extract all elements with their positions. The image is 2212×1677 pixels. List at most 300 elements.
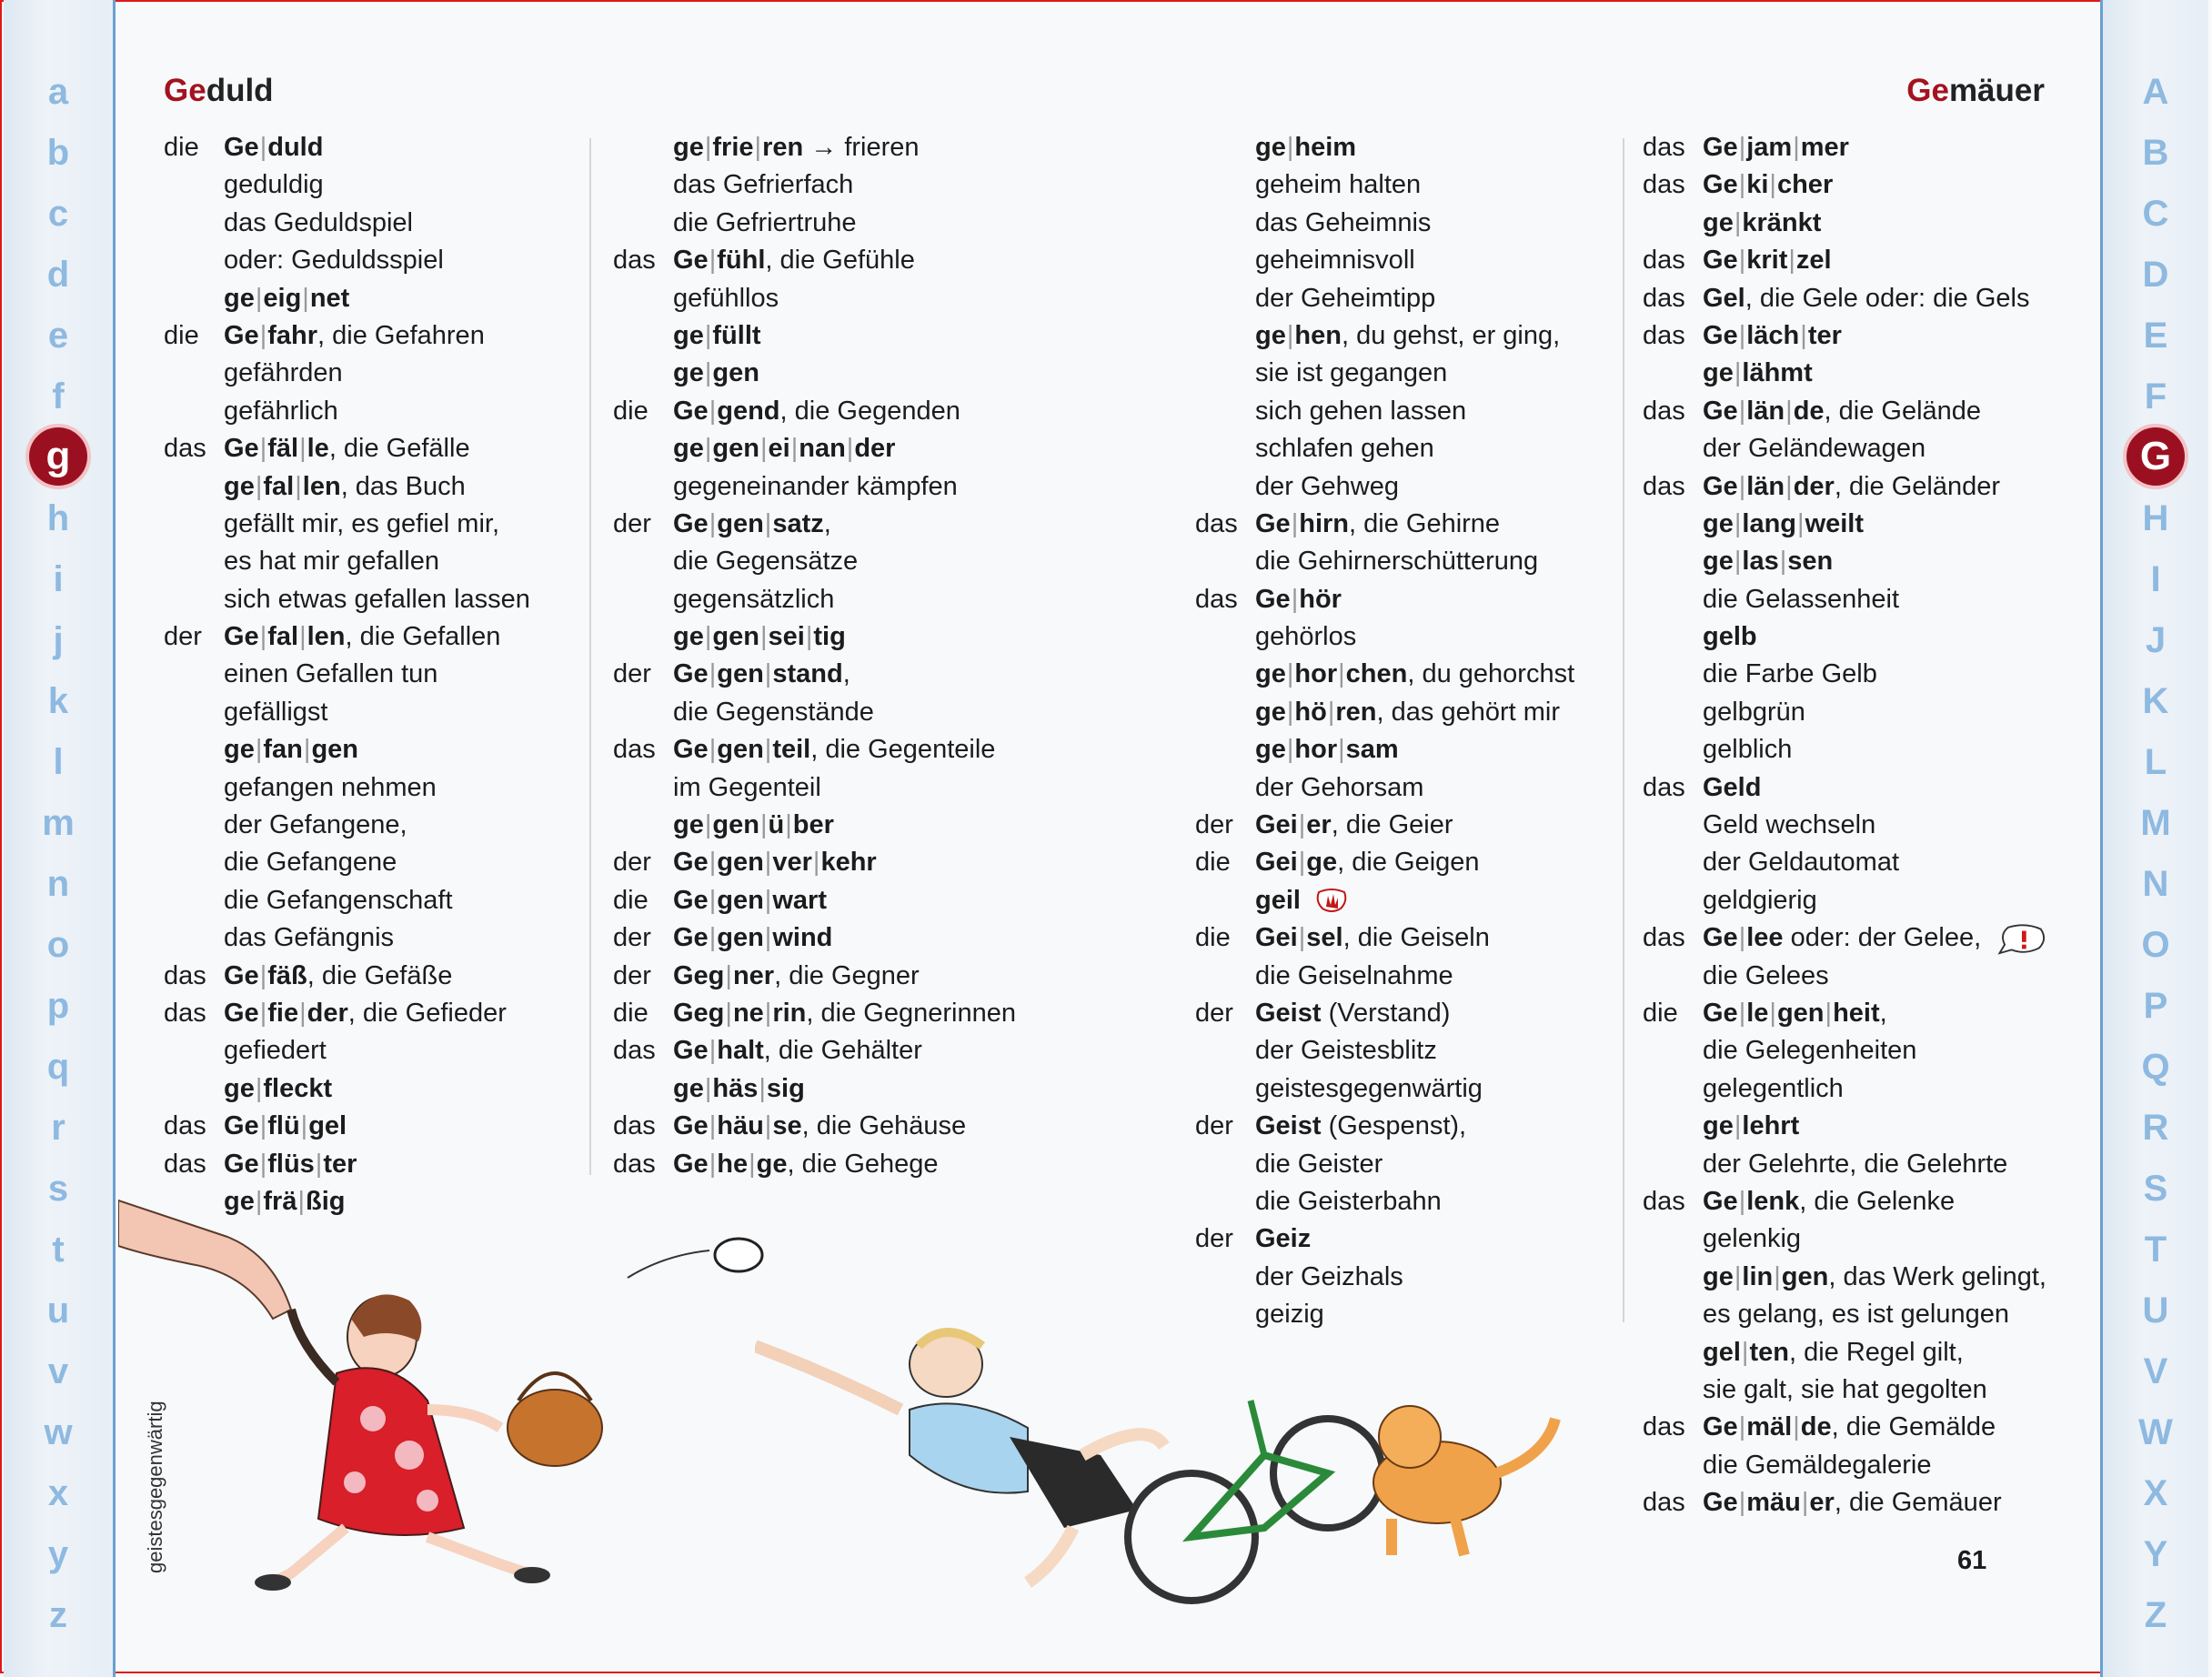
dictionary-entry (1643, 656, 2070, 693)
entry-inflection: , die Gegner (774, 960, 920, 990)
headword-text: Geld (1703, 772, 1762, 802)
dictionary-entry (164, 882, 591, 919)
entry-headword (1255, 919, 1490, 957)
dictionary-column-1 (164, 129, 591, 1220)
entry-derivative: einen Gefallen tun (224, 659, 438, 689)
rude-word-hand-icon (1313, 886, 1350, 917)
entry-article: die (164, 133, 199, 162)
dictionary-entry (1195, 581, 1623, 618)
headword-text: ge|hö|ren (1255, 697, 1377, 727)
headword-text: Ge|fäl|le (224, 434, 329, 464)
entry-inflection: , die Gehäuse (801, 1111, 967, 1141)
dictionary-entry (1195, 430, 1623, 467)
dictionary-entry (164, 317, 591, 355)
dictionary-entry (1643, 694, 2070, 731)
index-letter-z-upper[interactable]: Z (2144, 1595, 2167, 1635)
entry-headword (224, 995, 507, 1032)
headword-text: Ge|fie|der (224, 998, 348, 1028)
index-letter-h-upper[interactable]: H (2142, 498, 2169, 538)
headword-text: Ge|fäß (224, 960, 307, 990)
header-first-entry (164, 73, 274, 109)
dictionary-entry (164, 468, 591, 506)
side-keyword: geistesgegenwärtig (144, 1401, 166, 1573)
index-letter-l-upper[interactable]: L (2144, 742, 2167, 782)
headword-text: Ge|fal|len (224, 622, 346, 652)
index-letter-t-upper[interactable]: T (2144, 1230, 2167, 1270)
entry-article: der (1195, 1224, 1233, 1254)
entry-headword (1255, 1108, 1466, 1145)
entry-headword (673, 882, 827, 919)
index-letter-b-lower[interactable]: b (46, 133, 70, 173)
index-letter-n-lower[interactable]: n (46, 864, 70, 904)
headword-text: ge|lang|weilt (1703, 508, 1865, 538)
entry-derivative: geistesgegenwärtig (1255, 1073, 1483, 1103)
dictionary-entry (1195, 129, 1623, 166)
index-letter-c-upper[interactable]: C (2142, 194, 2169, 234)
entry-derivative: gegeneinander kämpfen (673, 471, 958, 501)
index-letter-v-upper[interactable]: V (2143, 1351, 2168, 1391)
headword-text: Geg|ne|rin (673, 998, 807, 1028)
entry-headword (673, 242, 915, 279)
headword-text: Ge|le|gen|heit (1703, 998, 1880, 1028)
entry-headword (224, 618, 500, 656)
dictionary-entry (1195, 1183, 1623, 1220)
entry-inflection: , die Gele oder: die Gels (1744, 283, 2030, 313)
index-letter-s-upper[interactable]: S (2143, 1169, 2168, 1209)
index-letter-f-upper[interactable]: F (2144, 377, 2167, 417)
entry-derivative: Geld wechseln (1703, 810, 1876, 840)
index-letter-d-upper[interactable]: D (2142, 255, 2169, 295)
entry-inflection: , das Werk gelingt, (1828, 1261, 2046, 1291)
dictionary-entry (613, 618, 1041, 656)
dictionary-entry (164, 581, 591, 618)
dictionary-entry (613, 958, 1041, 995)
dictionary-entry (1195, 468, 1623, 506)
entry-derivative: gelegentlich (1703, 1073, 1844, 1103)
entry-derivative: gehörlos (1255, 622, 1357, 652)
index-letter-a-upper[interactable]: A (2142, 72, 2169, 112)
index-letter-p-upper[interactable]: P (2143, 986, 2168, 1026)
girl-with-basket-illustration (118, 1182, 628, 1601)
headword-text: ge|füllt (673, 320, 761, 350)
headword-text: Ge|jam|mer (1703, 133, 1849, 162)
entry-headword (224, 958, 452, 995)
entry-inflection: , die Gehälter (763, 1036, 922, 1066)
entry-headword (1703, 355, 1813, 392)
dictionary-entry (613, 129, 1041, 166)
entry-headword (1703, 129, 1849, 166)
entry-derivative: der Geizhals (1255, 1261, 1403, 1291)
index-letter-n-upper[interactable]: N (2142, 864, 2169, 904)
index-letter-d-lower[interactable]: d (46, 255, 70, 295)
dictionary-entry (164, 430, 591, 467)
dictionary-entry (613, 656, 1041, 693)
dictionary-entry (613, 1070, 1041, 1108)
dictionary-entry (1195, 1108, 1623, 1145)
dictionary-entry (1643, 807, 2070, 844)
entry-inflection: , (842, 659, 850, 689)
entry-derivative: die Gehirnerschütterung (1255, 547, 1539, 577)
dictionary-entry (1643, 166, 2070, 204)
dictionary-entry (1195, 242, 1623, 279)
header-right-prefix: Ge (1906, 73, 1949, 108)
entry-article: der (613, 923, 651, 953)
entry-derivative: der Geheimtipp (1255, 283, 1436, 313)
entry-inflection: , die Gelände (1824, 396, 1982, 426)
entry-derivative: gelbgrün (1703, 697, 1805, 727)
entry-article: die (1195, 923, 1231, 953)
entry-headword (1703, 1484, 2002, 1521)
headword-text: Ge|hör (1255, 584, 1342, 614)
entry-headword (224, 1070, 332, 1108)
dictionary-entry (1195, 731, 1623, 768)
entry-article: das (1643, 1186, 1685, 1216)
index-letter-c-lower[interactable]: c (47, 194, 69, 234)
entry-headword (1255, 317, 1560, 355)
dictionary-entry (164, 355, 591, 392)
header-left-prefix: Ge (164, 73, 206, 108)
index-letter-f-lower[interactable]: f (52, 377, 65, 417)
dictionary-entry (1643, 1296, 2070, 1333)
index-letter-y-lower[interactable]: y (47, 1534, 69, 1574)
dictionary-entry (164, 543, 591, 580)
entry-derivative: sie galt, sie hat gegolten (1703, 1374, 1987, 1404)
index-letter-w-lower[interactable]: w (44, 1412, 73, 1452)
entry-article: das (1643, 246, 1685, 276)
entry-inflection: , die Geiseln (1342, 923, 1490, 953)
index-letter-k-lower[interactable]: k (47, 681, 69, 721)
dictionary-entry (1195, 166, 1623, 204)
entry-article: das (613, 1149, 656, 1179)
entry-article: der (613, 848, 651, 878)
dictionary-entry (613, 769, 1041, 807)
headword-text: ge|kränkt (1703, 207, 1822, 237)
index-letter-w-upper[interactable]: W (2138, 1412, 2173, 1452)
index-letter-g-upper[interactable] (2103, 427, 2208, 488)
entry-headword (673, 1070, 805, 1108)
entry-derivative: es hat mir gefallen (224, 547, 439, 577)
entry-derivative: gefährlich (224, 396, 338, 426)
headword-text: Ge|lenk (1703, 1186, 1800, 1216)
entry-inflection: , die Gehirne (1349, 508, 1501, 538)
index-letter-o-upper[interactable]: O (2141, 925, 2170, 965)
headword-text: ge|häs|sig (673, 1073, 805, 1103)
dictionary-entry (1195, 393, 1623, 430)
entry-headword (673, 618, 846, 656)
index-letter-u-upper[interactable]: U (2142, 1290, 2169, 1331)
entry-article: das (164, 1149, 206, 1179)
index-letter-q-upper[interactable]: Q (2141, 1047, 2170, 1087)
entry-headword (224, 468, 466, 506)
index-letter-v-lower[interactable]: v (47, 1351, 69, 1391)
dictionary-entry (1195, 1070, 1623, 1108)
entry-article: das (164, 960, 206, 990)
entry-headword (1703, 506, 1864, 543)
index-letter-r-upper[interactable]: R (2142, 1108, 2169, 1148)
entry-derivative: die Gemäldegalerie (1703, 1450, 1932, 1480)
dictionary-entry (1643, 1220, 2070, 1258)
dictionary-entry (613, 317, 1041, 355)
index-letter-l-lower[interactable]: l (53, 742, 64, 782)
index-letter-u-lower[interactable]: u (46, 1290, 70, 1331)
dictionary-entry (164, 242, 591, 279)
headword-text: Ge|fahr (224, 320, 318, 350)
dictionary-entry (613, 731, 1041, 768)
entry-headword (1703, 1259, 2046, 1296)
entry-inflection: , die Geigen (1337, 848, 1480, 878)
dictionary-entry (1195, 1032, 1623, 1069)
dictionary-entry (1195, 882, 1623, 919)
index-letter-z-lower[interactable]: z (49, 1595, 67, 1635)
entry-headword (224, 129, 323, 166)
headword-text: Geist (1255, 998, 1322, 1028)
index-letter-i-upper[interactable]: I (2150, 559, 2161, 599)
index-letter-e-upper[interactable]: E (2143, 316, 2168, 356)
index-letter-y-upper[interactable]: Y (2143, 1534, 2168, 1574)
dictionary-column-3 (1195, 129, 1623, 1334)
headword-text: ge|gen|ü|ber (673, 810, 834, 840)
headword-text: ge|lähmt (1703, 358, 1813, 388)
headword-text: Ge|duld (224, 133, 324, 162)
index-letter-j-upper[interactable]: J (2145, 620, 2167, 660)
page-number: 61 (1957, 1546, 1987, 1575)
dictionary-entry (613, 995, 1041, 1032)
entry-headword (1703, 1183, 1955, 1220)
entry-inflection: , die Gefallen (345, 622, 501, 652)
entry-derivative: geldgierig (1703, 885, 1817, 915)
index-letter-p-lower[interactable]: p (46, 986, 70, 1026)
index-letter-m-upper[interactable]: M (2140, 803, 2171, 843)
active-letter-badge[interactable]: G (2123, 424, 2188, 489)
dictionary-entry (164, 807, 591, 844)
dictionary-entry (1643, 1146, 2070, 1183)
headword-text: Ge|gen|ver|kehr (673, 848, 877, 878)
entry-derivative: gegensätzlich (673, 584, 835, 614)
entry-inflection: , die Gemäuer (1834, 1488, 2002, 1518)
headword-text: Ge|flüs|ter (224, 1149, 357, 1179)
dictionary-entry (1643, 430, 2070, 467)
headword-text: ge|hen (1255, 320, 1342, 350)
index-letter-j-lower[interactable]: j (53, 620, 64, 660)
dictionary-entry (1643, 844, 2070, 881)
entry-inflection: (Verstand) (1321, 998, 1451, 1028)
entry-inflection: , die Gefälle (328, 434, 470, 464)
headword-text: Ge|mäl|de (1703, 1412, 1832, 1442)
entry-inflection: (Gespenst), (1321, 1111, 1467, 1141)
entry-derivative: das Geheimnis (1255, 207, 1432, 237)
entry-derivative: der Gehweg (1255, 471, 1399, 501)
entry-derivative: die Gefriertruhe (673, 207, 857, 237)
dictionary-entry (164, 506, 591, 543)
headword-text: ge|lin|gen (1703, 1261, 1829, 1291)
headword-text: Ge|gend (673, 396, 780, 426)
headword-text: Ge|fühl (673, 246, 766, 276)
dictionary-entry (1195, 1220, 1623, 1258)
index-letter-s-lower[interactable]: s (47, 1169, 69, 1209)
entry-article: das (1643, 320, 1685, 350)
dictionary-entry (1195, 618, 1623, 656)
dictionary-entry (1643, 506, 2070, 543)
dictionary-entry (1195, 844, 1623, 881)
index-letter-m-lower[interactable]: m (42, 803, 75, 843)
dictionary-entry (1643, 1108, 2070, 1145)
entry-headword (224, 317, 485, 355)
entry-derivative: geheim halten (1255, 170, 1422, 200)
dictionary-entry (1195, 919, 1623, 957)
index-letter-q-lower[interactable]: q (46, 1047, 70, 1087)
entry-headword (1255, 995, 1450, 1032)
entry-headword (1703, 1334, 1964, 1371)
dictionary-entry (1643, 1259, 2070, 1296)
dictionary-entry (1195, 1259, 1623, 1296)
entry-derivative: es gelang, es ist gelungen (1703, 1300, 2009, 1330)
entry-inflection: , die Gefahren (317, 320, 485, 350)
entry-derivative: die Gefangenschaft (224, 885, 453, 915)
headword-text: Ge|gen|wart (673, 885, 827, 915)
dictionary-entry (1643, 731, 2070, 768)
index-letter-e-lower[interactable]: e (47, 316, 69, 356)
entry-inflection: , (823, 508, 831, 538)
entry-article: der (613, 508, 651, 538)
dictionary-entry (613, 468, 1041, 506)
entry-headword (1255, 882, 1350, 919)
headword-text: ge|frä|ßig (224, 1186, 346, 1216)
entry-derivative: geizig (1255, 1300, 1324, 1330)
dictionary-entry (1195, 280, 1623, 317)
entry-derivative: der Geldautomat (1703, 848, 1900, 878)
boy-bike-cat-illustration (755, 1310, 1628, 1619)
entry-headword (673, 317, 761, 355)
headword-text: Ge|hirn (1255, 508, 1350, 538)
entry-derivative: sich gehen lassen (1255, 396, 1467, 426)
dictionary-entry (1643, 205, 2070, 242)
dictionary-entry (1643, 280, 2070, 317)
entry-derivative: gefiedert (224, 1036, 327, 1066)
headword-text: Ge|krit|zel (1703, 246, 1832, 276)
dictionary-entry (1643, 1371, 2070, 1409)
dictionary-entry (613, 694, 1041, 731)
entry-article: das (1643, 133, 1685, 162)
dictionary-entry (1195, 769, 1623, 807)
entry-headword (673, 844, 877, 881)
dictionary-entry (1195, 205, 1623, 242)
dictionary-entry (1643, 919, 2070, 957)
entry-headword (673, 506, 831, 543)
dictionary-entry (164, 1108, 591, 1145)
entry-headword (673, 807, 834, 844)
entry-derivative: das Geduldspiel (224, 207, 413, 237)
entry-inflection: oder: der Gelee, (1783, 923, 1982, 953)
entry-inflection: , die Geier (1331, 810, 1453, 840)
dictionary-entry (613, 1032, 1041, 1069)
headword-text: Ge|läch|ter (1703, 320, 1842, 350)
entry-article: das (613, 735, 656, 765)
entry-derivative: gefangen nehmen (224, 772, 437, 802)
entry-derivative: die Gelees (1703, 960, 1829, 990)
entry-headword (1703, 543, 1833, 580)
entry-headword (673, 656, 850, 693)
entry-headword (1703, 919, 2048, 957)
index-letter-g-lower[interactable] (4, 427, 113, 488)
entry-derivative: die Geisterbahn (1255, 1186, 1442, 1216)
index-letter-i-lower[interactable]: i (53, 559, 64, 599)
headword-text: Ge|gen|satz (673, 508, 824, 538)
headword-text: Ge|mäu|er (1703, 1488, 1835, 1518)
index-letter-h-lower[interactable]: h (46, 498, 70, 538)
dictionary-entry (1195, 656, 1623, 693)
index-letter-r-lower[interactable]: r (51, 1108, 65, 1148)
entry-headword (1703, 618, 1757, 656)
dictionary-entry (164, 656, 591, 693)
entry-headword (1703, 1108, 1799, 1145)
dictionary-entry (613, 205, 1041, 242)
index-letter-o-lower[interactable]: o (46, 925, 70, 965)
index-letter-b-upper[interactable]: B (2142, 133, 2169, 173)
dictionary-entry (164, 844, 591, 881)
attention-bubble-icon (1996, 924, 2048, 955)
dictionary-entry (613, 393, 1041, 430)
entry-inflection: , die Gegnerinnen (806, 998, 1016, 1028)
header-right-rest: mäuer (1948, 73, 2045, 108)
index-letter-a-lower[interactable]: a (47, 72, 69, 112)
active-letter-badge[interactable]: g (25, 424, 91, 489)
index-letter-t-lower[interactable]: t (52, 1230, 65, 1270)
index-letter-k-upper[interactable]: K (2142, 681, 2169, 721)
dictionary-entry (1643, 995, 2070, 1032)
entry-inflection: , (1879, 998, 1887, 1028)
entry-article: die (1643, 998, 1678, 1028)
headword-text: Geiz (1255, 1224, 1312, 1254)
entry-headword (673, 393, 960, 430)
entry-inflection: → frieren (803, 133, 920, 162)
ball-illustration (618, 1228, 773, 1282)
entry-derivative: gefährden (224, 358, 343, 388)
headword-text: ge|hor|sam (1255, 735, 1399, 765)
entry-derivative: sich etwas gefallen lassen (224, 584, 530, 614)
entry-article: das (1643, 396, 1685, 426)
index-letter-x-upper[interactable]: X (2143, 1473, 2168, 1513)
entry-inflection: , die Gehege (787, 1149, 939, 1179)
dictionary-entry (613, 1146, 1041, 1183)
index-letter-x-lower[interactable]: x (47, 1473, 69, 1513)
dictionary-entry (613, 844, 1041, 881)
dictionary-entry (164, 769, 591, 807)
headword-text: Gei|ge (1255, 848, 1338, 878)
entry-headword (224, 731, 358, 768)
entry-headword (1255, 506, 1500, 543)
dictionary-entry (164, 618, 591, 656)
dictionary-entry (1643, 468, 2070, 506)
alphabet-index-lower (4, 0, 116, 1677)
entry-inflection: , die Geländer (1834, 471, 2000, 501)
headword-text: ge|fal|len (224, 471, 341, 501)
lower-letter-list (4, 62, 113, 1646)
entry-headword (1703, 995, 1887, 1032)
dictionary-entry (1643, 1070, 2070, 1108)
dictionary-entry (1195, 355, 1623, 392)
dictionary-entry (1643, 1409, 2070, 1446)
entry-article: das (1643, 283, 1685, 313)
dictionary-entry (1643, 543, 2070, 580)
entry-headword (673, 731, 995, 768)
dictionary-entry (1195, 807, 1623, 844)
entry-headword (673, 430, 895, 467)
entry-derivative: der Gelehrte, die Gelehrte (1703, 1149, 2008, 1179)
entry-headword (1255, 129, 1356, 166)
entry-headword (673, 355, 759, 392)
headword-text: Ge|he|ge (673, 1149, 788, 1179)
dictionary-entry (1643, 769, 2070, 807)
